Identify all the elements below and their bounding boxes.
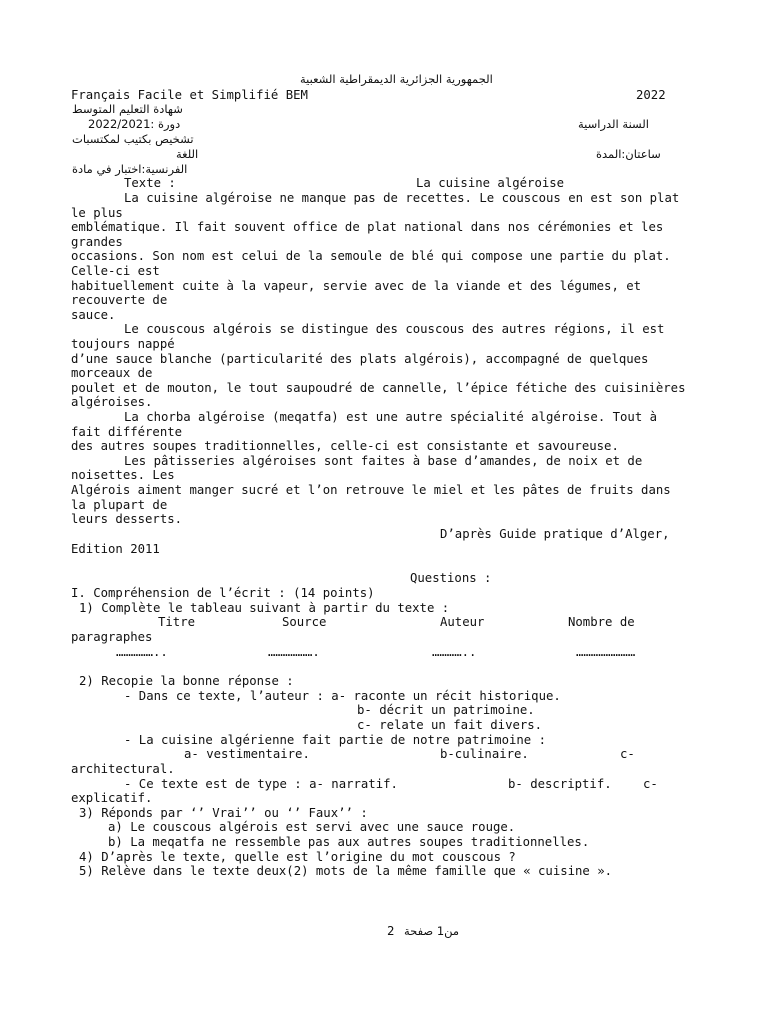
section-heading: I. Compréhension de l’écrit : (14 points) [71, 586, 375, 600]
page-of-label: من1 صفحة [404, 924, 460, 938]
text-line: sauce. [71, 308, 116, 322]
blank-author: ………….. [432, 645, 477, 659]
session-label: 2022/2021: دورة [88, 117, 181, 131]
text-line: algéroises. [71, 395, 153, 409]
table-header-author: Auteur [440, 615, 485, 629]
exam-year: 2022 [636, 88, 666, 102]
table-header-source: Source [282, 615, 327, 629]
question-2b-option-c-wrap: architectural. [71, 762, 175, 776]
question-4: 4) D’après le texte, quelle est l’origine du mot couscous ? [79, 850, 516, 864]
text-line: leurs desserts. [71, 512, 183, 526]
text-line: poulet et de mouton, le tout saupoudré de cannelle, l’épice fétiche des cuisinières [71, 381, 686, 395]
question-2: 2) Recopie la bonne réponse : [79, 674, 294, 688]
question-2c-option-b: b- descriptif. [508, 777, 612, 791]
exam-line: تشخيص بكتيب لمكتسبات [72, 132, 194, 146]
text-line: fait différente [71, 425, 183, 439]
question-2a-option-b: b- décrit un patrimoine. [357, 703, 535, 717]
text-line: d’une sauce blanche (particularité des plats algérois), accompagné de quelques [71, 352, 649, 366]
question-3b: b) La meqatfa ne ressemble pas aux autres soupes traditionnelles. [108, 835, 590, 849]
text-line: des autres soupes traditionnelles, celle-ci est consistante et savoureuse. [71, 439, 619, 453]
text-line: habituellement cuite à la vapeur, servie avec de la viande et des légumes, et [71, 279, 642, 293]
subject-language: اللغة [176, 147, 199, 161]
text-line: Algérois aiment manger sucré et l’on retrouve le miel et les pâtes de fruits dans [71, 483, 671, 497]
text-line: toujours nappé [71, 337, 175, 351]
question-2c: - Ce texte est de type : a- narratif. [124, 777, 398, 791]
table-header-paragraphs-wrap: paragraphes [71, 630, 153, 644]
text-line: emblématique. Il fait souvent office de plat national dans nos cérémonies et les [71, 220, 664, 234]
question-5: 5) Relève dans le texte deux(2) mots de la même famille que « cuisine ». [79, 864, 613, 878]
question-2c-option-c-wrap: explicatif. [71, 791, 153, 805]
questions-heading: Questions : [410, 571, 492, 585]
blank-source: ………………. [268, 645, 320, 659]
text-line: le plus [71, 206, 123, 220]
text-line: grandes [71, 235, 123, 249]
text-line: noisettes. Les [71, 468, 175, 482]
question-2b-option-c: c- [620, 747, 635, 761]
question-2a-option-c: c- relate un fait divers. [357, 718, 543, 732]
text-title: La cuisine algéroise [416, 176, 565, 190]
table-header-title: Titre [158, 615, 196, 629]
question-2b-option-a: a- vestimentaire. [184, 747, 310, 761]
table-header-paragraphs: Nombre de [568, 615, 635, 629]
brand-title: Français Facile et Simplifié BEM [71, 88, 308, 102]
text-line: La chorba algéroise (meqatfa) est une autre spécialité algéroise. Tout à [124, 410, 658, 424]
question-2b: - La cuisine algérienne fait partie de notre patrimoine : [124, 733, 546, 747]
text-line: la plupart de [71, 498, 168, 512]
text-line: morceaux de [71, 366, 153, 380]
question-3a: a) Le couscous algérois est servi avec une sauce rouge. [108, 820, 516, 834]
text-line: recouverte de [71, 293, 168, 307]
text-source: D’après Guide pratique d’Alger, [440, 527, 670, 541]
text-line: Le couscous algérois se distingue des couscous des autres régions, il est [124, 322, 665, 336]
question-2c-option-c: c- [643, 777, 658, 791]
text-line: occasions. Son nom est celui de la semoule de blé qui compose une partie du plat. [71, 249, 671, 263]
text-line: Les pâtisseries algéroises sont faites à base d’amandes, de noix et de [124, 454, 643, 468]
republic-header: الجمهورية الجزائرية الديمقراطية الشعبية [300, 72, 493, 86]
text-label: Texte : [124, 176, 176, 190]
blank-title: …………….. [116, 645, 168, 659]
question-3: 3) Réponds par ‘’ Vrai’’ ou ‘’ Faux’’ : [79, 806, 368, 820]
question-1: 1) Complète le tableau suivant à partir du texte : [79, 601, 450, 615]
text-edition: Edition 2011 [71, 542, 160, 556]
question-2b-option-b: b-culinaire. [440, 747, 529, 761]
duration-label: ساعتان:المدة [596, 147, 661, 161]
subject-exam: الفرنسية:اختبار في مادة [72, 162, 188, 176]
certificate-label: شهادة التعليم المتوسط [72, 102, 183, 116]
school-year-label: السنة الدراسية [578, 117, 650, 131]
blank-paragraphs: …………………… [576, 645, 636, 659]
question-2a: - Dans ce texte, l’auteur : a- raconte un récit historique. [124, 689, 561, 703]
page-number: 2 [387, 924, 395, 938]
text-line: La cuisine algéroise ne manque pas de recettes. Le couscous en est son plat [124, 191, 680, 205]
text-line: Celle-ci est [71, 264, 160, 278]
